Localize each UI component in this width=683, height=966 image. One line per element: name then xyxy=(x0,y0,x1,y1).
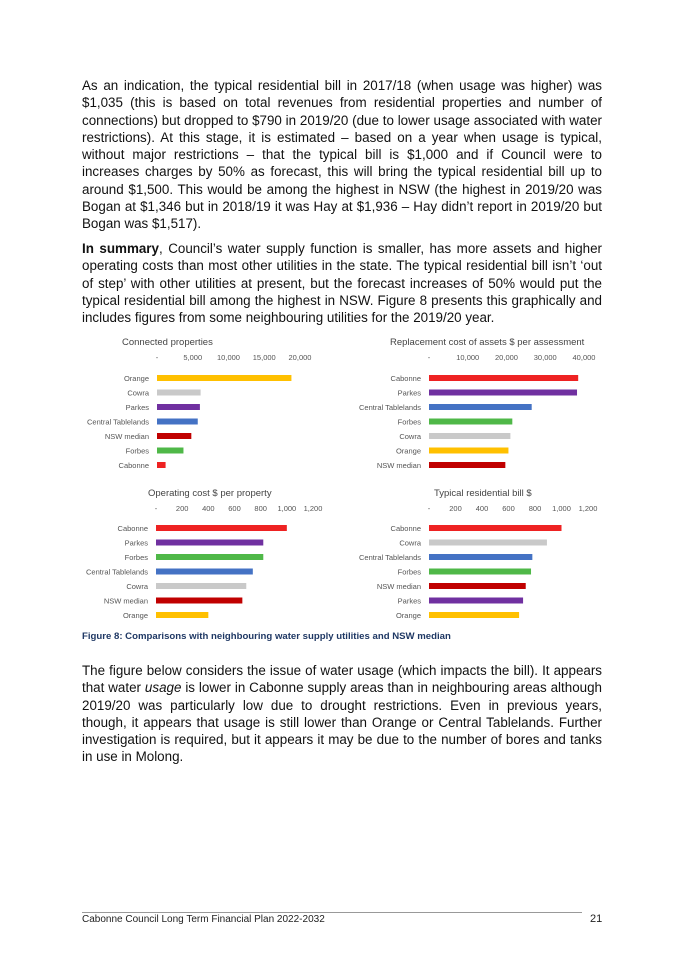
bar-orange xyxy=(429,612,519,618)
usage-emphasis: usage xyxy=(144,680,182,696)
footer-divider xyxy=(82,912,582,913)
axis-tick-label: 1,200 xyxy=(578,504,598,513)
bar-forbes xyxy=(156,554,263,560)
category-label: Cabonne xyxy=(117,524,148,533)
paragraph-summary xyxy=(82,240,602,326)
chart-title: Operating cost $ per property xyxy=(148,488,272,499)
figure-caption: Figure 8: Comparisons with neighbouring water supply utilities and NSW median xyxy=(82,631,451,642)
axis-tick-label: 400 xyxy=(475,504,489,513)
paragraph-typical-bill: As an indication, the typical residential bill in 2017/18 (when usage was higher) was $1,035 (this is based on total revenues from residential properties and number of connections) but dropped to $790 in 2019/20 (due to lower usage associated with water restrictions). At this stage, it is estimated – based on a year when usage is typical, without major restrictions – that the typical bill is $1,000 and if Council were to increases charges by 50% as forecast, this will bring the typical residential bill up to around $1,500. This would be among the highest in NSW (the highest in 2019/20 was Bogan at $1,346 but in 2018/19 it was Hay at $1,936 – Hay didn’t report in 2019/20 but Bogan was $1,517). xyxy=(82,78,602,232)
bar-orange xyxy=(157,375,291,381)
category-label: Cabonne xyxy=(390,524,421,533)
category-label: NSW median xyxy=(376,461,421,470)
category-label: Parkes xyxy=(125,403,149,412)
axis-tick-label: 1,000 xyxy=(277,504,297,513)
category-label: Central Tablelands xyxy=(86,567,148,577)
bar-parkes xyxy=(429,598,523,604)
axis-tick-label: - xyxy=(427,504,431,513)
category-label: Cabonne xyxy=(390,374,421,383)
bar-nsw-median xyxy=(429,462,505,468)
summary-lead: In summary xyxy=(82,241,159,256)
chart-replacement-cost xyxy=(352,335,607,470)
bar-central-tablelands xyxy=(429,404,532,410)
paragraph-water-usage xyxy=(82,662,602,766)
axis-tick-label: 10,000 xyxy=(456,353,480,362)
chart-typical-bill xyxy=(352,485,607,625)
category-label: Orange xyxy=(395,446,421,456)
category-label: Parkes xyxy=(124,538,148,548)
axis-tick-label: 600 xyxy=(228,504,241,513)
axis-tick-label: 200 xyxy=(449,504,462,513)
category-label: Forbes xyxy=(397,417,421,427)
summary-body: , Council’s water supply function is smaller, has more assets and higher operating costs than most other utilities in the state. The typical residential bill isn’t ‘out of step’ with other utilities at present, but the forecast increases of 50% would put the typical residential bill among the highest in NSW. Figure 8 presents this graphically and includes figures from some neighbouring utilities for the 2019/20 year. xyxy=(82,241,602,326)
bar-orange xyxy=(156,612,208,618)
axis-tick-label: 1,000 xyxy=(552,504,571,513)
bar-cowra xyxy=(157,390,201,396)
bar-cowra xyxy=(429,540,547,546)
bar-orange xyxy=(429,448,508,454)
axis-tick-label: 400 xyxy=(202,504,215,513)
bar-central-tablelands xyxy=(156,569,253,575)
bar-central-tablelands xyxy=(157,419,198,425)
category-label: Forbes xyxy=(397,567,421,577)
chart-connected-properties-svg xyxy=(82,335,337,470)
category-label: Forbes xyxy=(124,553,148,562)
bar-nsw-median xyxy=(429,583,526,589)
axis-tick-label: 800 xyxy=(254,504,267,513)
chart-operating-cost-svg xyxy=(82,485,337,625)
axis-tick-label: 600 xyxy=(502,504,515,513)
category-label: Central Tablelands xyxy=(87,417,149,427)
category-label: Forbes xyxy=(125,446,149,456)
chart-typical-bill-svg xyxy=(352,485,607,625)
axis-tick-label: 800 xyxy=(528,504,542,513)
bar-forbes xyxy=(157,448,183,454)
page-number: 21 xyxy=(590,913,603,925)
category-label: Cowra xyxy=(399,538,421,548)
axis-tick-label: 1,200 xyxy=(303,504,323,513)
bar-parkes xyxy=(157,404,200,410)
bar-cabonne xyxy=(429,375,578,381)
bar-cowra xyxy=(429,433,510,439)
bar-parkes xyxy=(156,540,263,546)
bar-forbes xyxy=(429,569,531,575)
axis-tick-label: 10,000 xyxy=(217,353,240,362)
bar-nsw-median xyxy=(156,598,242,604)
category-label: Orange xyxy=(122,611,148,620)
category-label: Parkes xyxy=(397,388,421,398)
category-label: Cowra xyxy=(127,388,149,398)
axis-tick-label: - xyxy=(155,353,159,362)
footer-title: Cabonne Council Long Term Financial Plan 2022-2032 xyxy=(82,914,325,925)
category-label: NSW median xyxy=(376,582,421,591)
axis-tick-label: 15,000 xyxy=(252,353,276,362)
category-label: Orange xyxy=(395,611,421,620)
bar-cowra xyxy=(156,583,246,589)
bar-parkes xyxy=(429,390,577,396)
bar-cabonne xyxy=(157,462,166,468)
category-label: Cowra xyxy=(126,582,148,591)
category-label: Orange xyxy=(123,374,149,383)
axis-tick-label: 30,000 xyxy=(533,353,557,362)
usage-text-a: The figure below considers the issue of water usage (which impacts the bill). It appears that water xyxy=(82,663,602,696)
bar-forbes xyxy=(429,419,512,425)
axis-tick-label: 200 xyxy=(175,504,189,513)
axis-tick-label: 40,000 xyxy=(572,353,596,362)
axis-tick-label: - xyxy=(154,504,158,513)
category-label: Parkes xyxy=(397,596,421,606)
axis-tick-label: 20,000 xyxy=(288,353,312,362)
category-label: NSW median xyxy=(104,432,149,441)
axis-tick-label: - xyxy=(427,353,431,362)
category-label: Central Tablelands xyxy=(359,403,421,412)
chart-replacement-cost-svg xyxy=(352,335,607,470)
bar-central-tablelands xyxy=(429,554,532,560)
category-label: Central Tablelands xyxy=(359,553,421,562)
category-label: NSW median xyxy=(103,596,148,606)
category-label: Cabonne xyxy=(118,461,149,470)
axis-tick-label: 5,000 xyxy=(183,353,203,362)
chart-title: Connected properties xyxy=(122,337,213,348)
bar-cabonne xyxy=(429,525,562,531)
chart-operating-cost xyxy=(82,485,337,625)
chart-title: Replacement cost of assets $ per assessment xyxy=(390,337,585,348)
chart-title: Typical residential bill $ xyxy=(434,488,532,499)
chart-connected-properties xyxy=(82,335,337,470)
usage-text-b: is lower in Cabonne supply areas than in neighbouring areas although 2019/20 was particularly low due to drought restrictions. Even in previous years, though, it appears that usage is still lower than Orange or Central Tablelands. Further investigation is required, but it appears it may be due to the number of bores and tanks in use in Molong. xyxy=(82,680,602,765)
axis-tick-label: 20,000 xyxy=(495,353,518,362)
bar-cabonne xyxy=(156,525,287,531)
bar-nsw-median xyxy=(157,433,191,439)
category-label: Cowra xyxy=(399,432,421,441)
